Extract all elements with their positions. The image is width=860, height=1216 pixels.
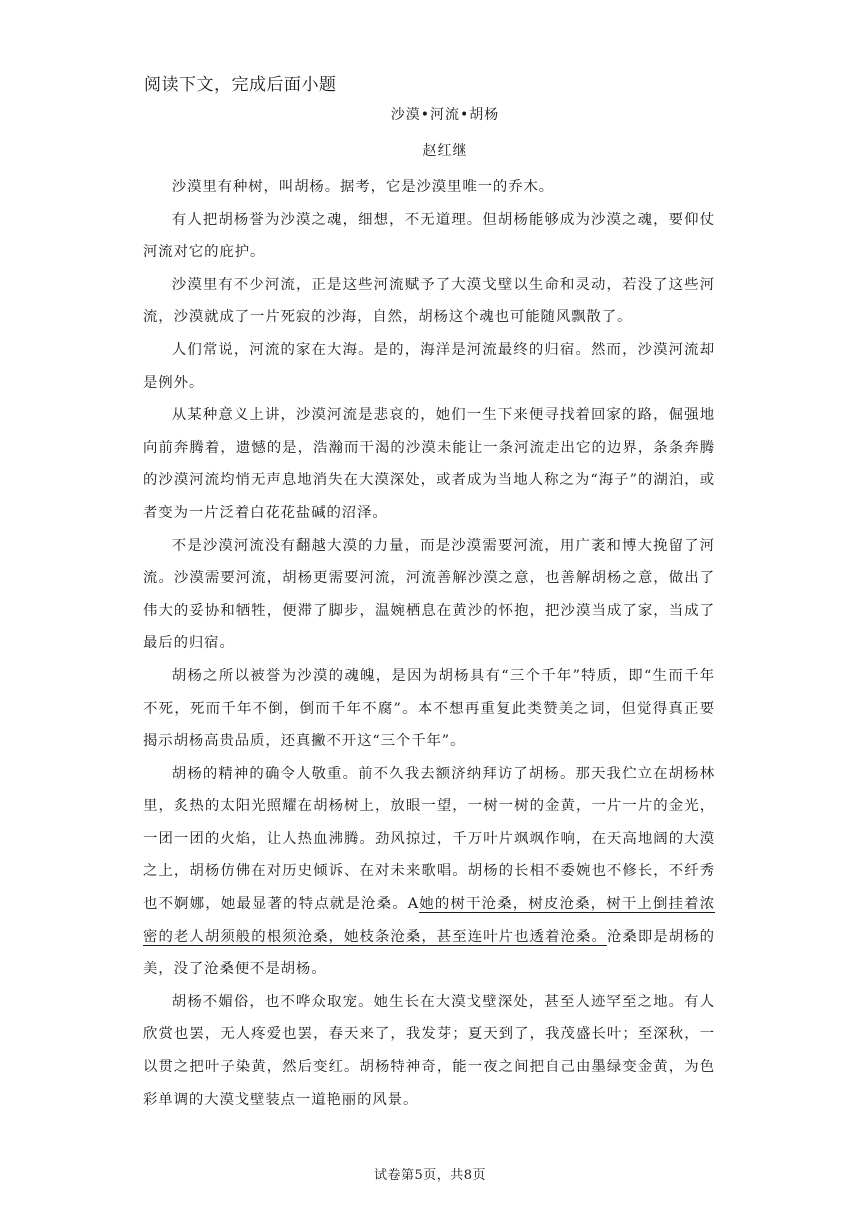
article-title: 沙漠•河流•胡杨 [390,107,500,123]
paragraph-7: 胡杨之所以被誉为沙漠的魂魄，是因为胡杨具有“三个千年”特质，即“生而千年不死，死而千年不倒，倒而千年不腐”。本不想再重复此类赞美之词，但觉得真正要揭示胡杨高贵品质，还真撇不开这“三个千年”。 [143,667,715,750]
paragraph-5: 从某种意义上讲，沙漠河流是悲哀的，她们一生下来便寻找着回家的路，倔强地向前奔腾着，遗憾的是，浩瀚而干渴的沙漠未能让一条河流走出它的边界，条条奔腾的沙漠河流均悄无声息地消失在大漠深处，或者成为当地人称之为“海子”的湖泊，或者变为一片泛着白花花盐碱的沼泽。 [143,407,715,521]
page-footer: 试卷第5页，共8页 [373,1168,487,1183]
paragraph-8-text-before: 胡杨的精神的确令人敬重。前不久我去额济纳拜访了胡杨。那天我伫立在胡杨林里，炙热的太阳光照耀在胡杨树上，放眼一望，一树一树的金黄，一片一片的金光，一团一团的火焰，让人热血沸腾。劲风掠过，千万叶片飒飒作响，在天高地阔的大漠之上，胡杨仿佛在对历史倾诉、在对未来歌唱。胡杨的长相不委婉也不修长，不纤秀也不婀娜，她最显著的特点就是沧桑。A [143,765,715,913]
paragraph-9: 胡杨不媚俗，也不哗众取宠。她生长在大漠戈壁深处，甚至人迹罕至之地。有人欣赏也罢，无人疼爱也罢，春天来了，我发芽；夏天到了，我茂盛长叶；至深秋，一以贯之把叶子染黄，然后变红。胡杨特神奇，能一夜之间把自己由墨绿变金黄，为色彩单调的大漠戈壁装点一道艳丽的风景。 [143,993,715,1108]
article-body [143,171,715,1116]
paragraph-3: 沙漠里有不少河流，正是这些河流赋予了大漠戈壁以生命和灵动，若没了这些河流，沙漠就成了一片死寂的沙海，自然，胡杨这个魂也可能随风飘散了。 [143,276,715,326]
paragraph-8-text-after: 沧桑即是胡杨的美，没了沧桑便不是胡杨。 [143,928,715,978]
paragraph-4: 人们常说，河流的家在大海。是的，海洋是河流最终的归宿。然而，沙漠河流却是例外。 [143,341,715,391]
underlined-sentence-a: 她的树干沧桑，树皮沧桑，树干上倒挂着浓密的老人胡须般的根须沧桑，她枝条沧桑，甚至连叶片也透着沧桑。 [143,896,716,945]
paragraph-2: 有人把胡杨誉为沙漠之魂，细想，不无道理。但胡杨能够成为沙漠之魂，要仰仗河流对它的庇护。 [143,211,715,261]
paragraph-8 [143,758,715,986]
paragraph-1: 沙漠里有种树，叫胡杨。据考，它是沙漠里唯一的乔木。 [171,179,555,195]
paragraph-6: 不是沙漠河流没有翻越大漠的力量，而是沙漠需要河流，用广袤和博大挽留了河流。沙漠需要河流，胡杨更需要河流，河流善解沙漠之意，也善解胡杨之意，做出了伟大的妥协和牺牲，便滞了脚步，温婉栖息在黄沙的怀抱，把沙漠当成了家，当成了最后的归宿。 [143,537,715,652]
article-author: 赵红继 [422,143,468,159]
instruction-heading: 阅读下文，完成后面小题 [144,75,337,95]
